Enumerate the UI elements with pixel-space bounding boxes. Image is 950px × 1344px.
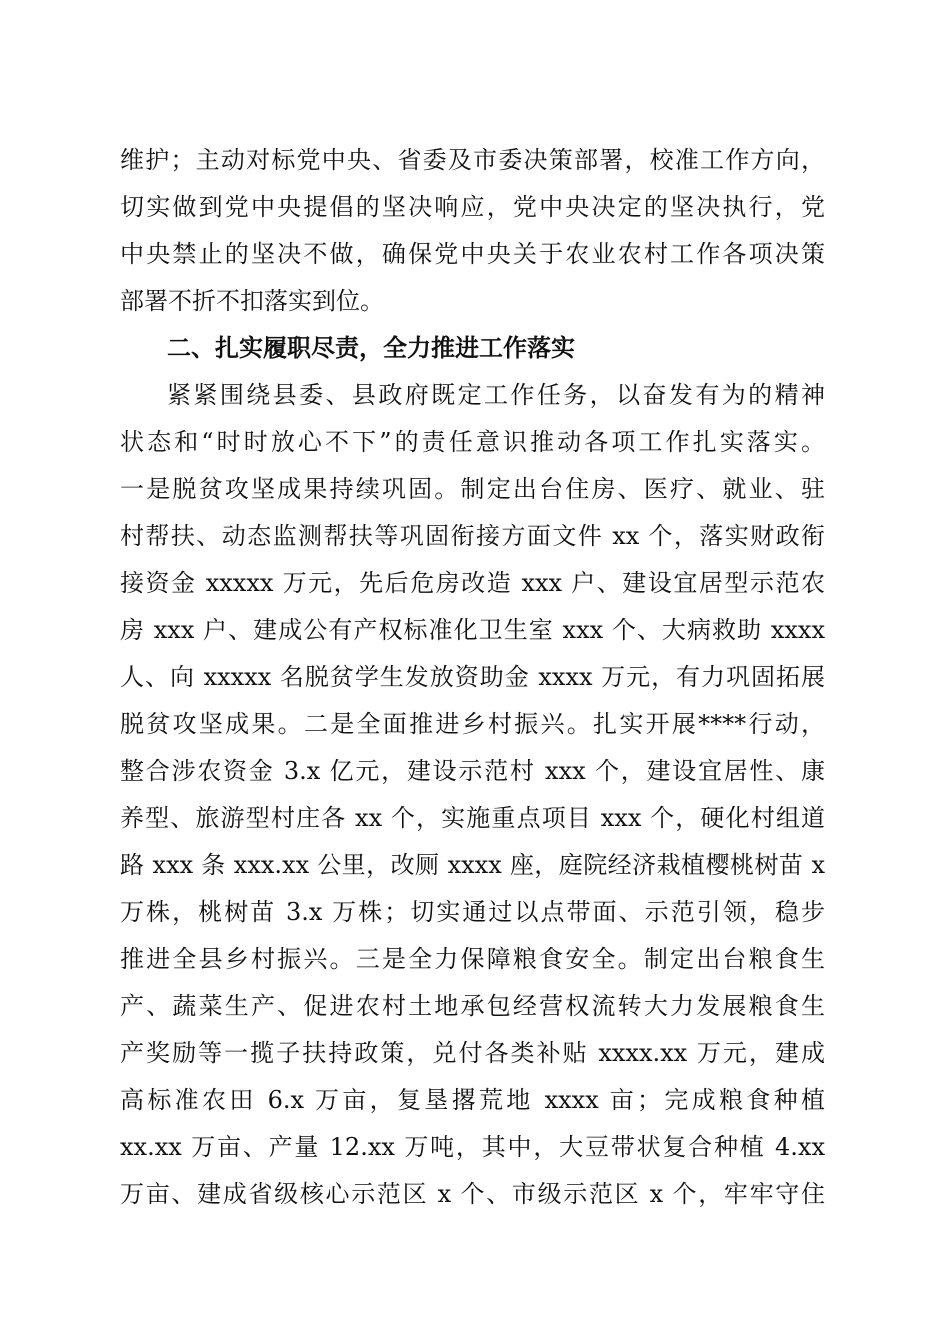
text-line: 中央禁止的坚决不做，确保党中央关于农业农村工作各项决策: [120, 240, 825, 268]
text-line: 产奖励等一揽子扶持政策，兑付各类补贴 xxxx.xx 万元，建成: [120, 1039, 825, 1067]
text-line: 产、蔬菜生产、促进农村土地承包经营权流转大力发展粮食生: [120, 992, 825, 1020]
section-heading: 二、扎实履职尽责，全力推进工作落实: [167, 334, 575, 362]
text-line: xx.xx 万亩、产量 12.xx 万吨，其中，大豆带状复合种植 4.xx: [120, 1133, 825, 1161]
text-line: 推进全县乡村振兴。三是全力保障粮食安全。制定出台粮食生: [120, 945, 825, 973]
text-line: 维护；主动对标党中央、省委及市委决策部署，校准工作方向，: [120, 146, 825, 174]
text-line: 接资金 xxxxx 万元，先后危房改造 xxx 户、建设宜居型示范农: [120, 569, 825, 597]
text-line: 房 xxx 户、建成公有产权标准化卫生室 xxx 个、大病救助 xxxx: [120, 616, 825, 644]
text-line: 养型、旅游型村庄各 xx 个，实施重点项目 xxx 个，硬化村组道: [120, 804, 825, 832]
text-line: 脱贫攻坚成果。二是全面推进乡村振兴。扎实开展****行动，: [120, 710, 825, 738]
text-line: 高标准农田 6.x 万亩，复垦撂荒地 xxxx 亩；完成粮食种植: [120, 1086, 825, 1114]
text-line: 一是脱贫攻坚成果持续巩固。制定出台住房、医疗、就业、驻: [120, 475, 825, 503]
text-line: 部署不折不扣落实到位。: [120, 287, 384, 315]
text-line: 状态和“时时放心不下”的责任意识推动各项工作扎实落实。: [120, 428, 825, 456]
text-line: 万株，桃树苗 3.x 万株；切实通过以点带面、示范引领，稳步: [120, 898, 825, 926]
text-line: 村帮扶、动态监测帮扶等巩固衔接方面文件 xx 个，落实财政衔: [120, 522, 825, 550]
text-line: 人、向 xxxxx 名脱贫学生发放资助金 xxxx 万元，有力巩固拓展: [120, 663, 825, 691]
text-line: 路 xxx 条 xxx.xx 公里，改厕 xxxx 座，庭院经济栽植樱桃树苗 x: [120, 851, 825, 879]
text-line: 整合涉农资金 3.x 亿元，建设示范村 xxx 个，建设宜居性、康: [120, 757, 825, 785]
paragraph-first-line: 紧紧围绕县委、县政府既定工作任务，以奋发有为的精神: [167, 381, 825, 409]
text-line: 切实做到党中央提倡的坚决响应，党中央决定的坚决执行，党: [120, 193, 825, 221]
text-line: 万亩、建成省级核心示范区 x 个、市级示范区 x 个，牢牢守住: [120, 1180, 825, 1208]
